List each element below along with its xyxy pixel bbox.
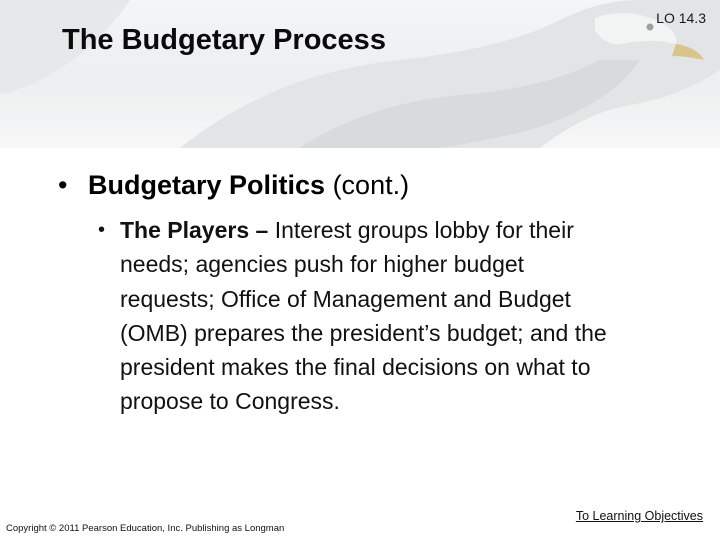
sub-bullet-body: Interest groups lobby for their needs; agencies push for higher budget requests; Office of Management and Budget (OMB) prepares the president’s budget; and the president makes the final decisions on what to propose to Congress. (120, 217, 607, 415)
sub-bullet-text (120, 213, 618, 419)
slide-title: The Budgetary Process (62, 24, 386, 56)
copyright-notice: Copyright © 2011 Pearson Education, Inc. Publishing as Longman (6, 523, 285, 534)
learning-objective-label: LO 14.3 (656, 10, 706, 26)
bullet-marker: • (58, 170, 68, 200)
sub-bullet (98, 213, 618, 419)
sub-bullet-heading: The Players – (120, 217, 269, 243)
header-band (0, 0, 720, 148)
main-bullet (58, 167, 678, 203)
main-bullet-heading: Budgetary Politics (88, 170, 326, 200)
eagle-image (0, 0, 720, 148)
sub-bullet-marker: • (98, 219, 106, 241)
learning-objectives-link[interactable]: To Learning Objectives (575, 509, 703, 523)
main-bullet-suffix: (cont.) (325, 170, 410, 200)
